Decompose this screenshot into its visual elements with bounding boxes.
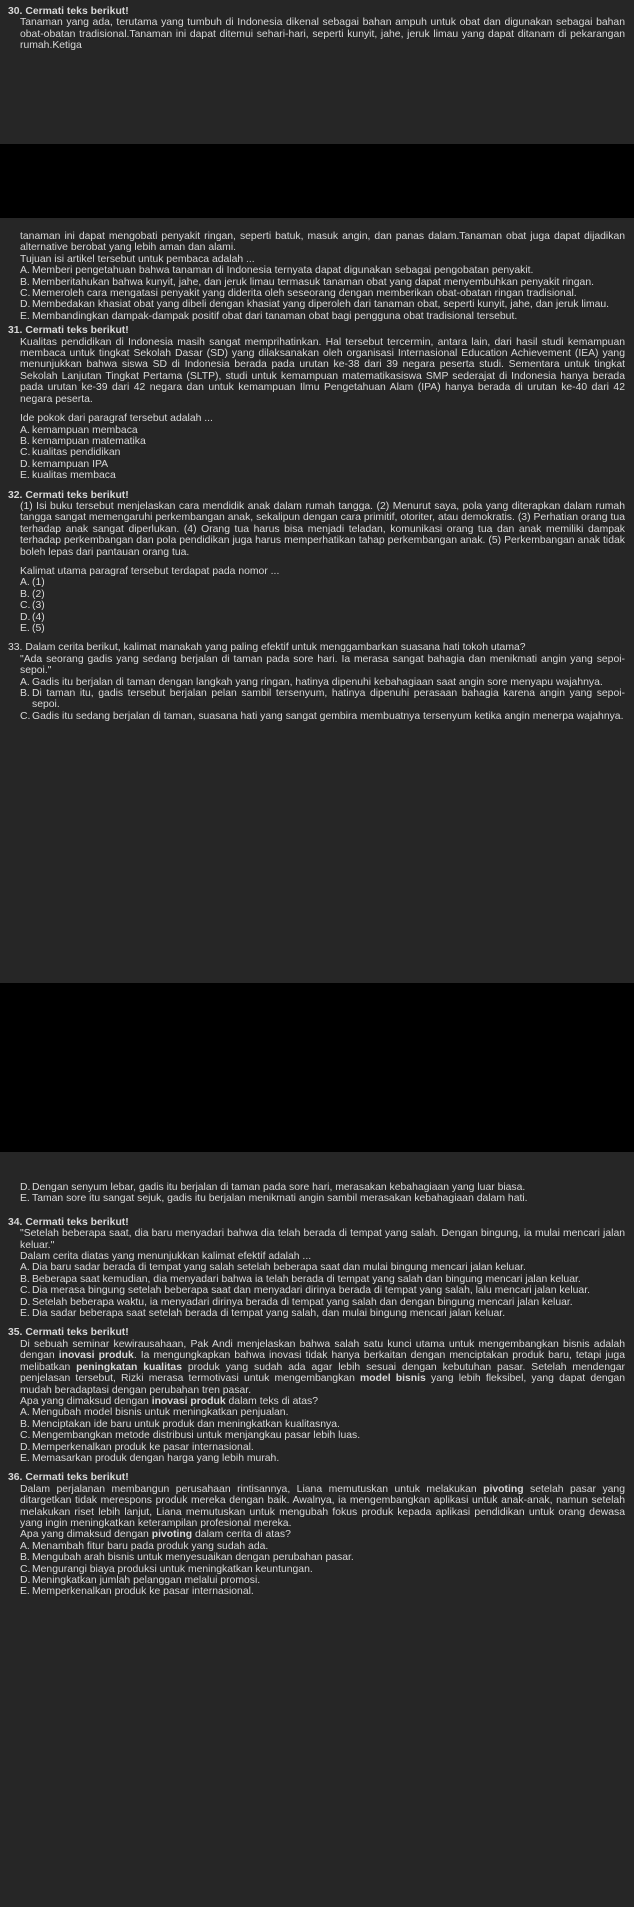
answer-option-text: Dia merasa bingung setelah beberapa saat dan menyadari dirinya berada di tempat yang salah, lalu mencari jalan keluar. [32,1285,590,1297]
question-35 [8,1327,625,1464]
answer-option[interactable] [20,623,625,634]
answer-option-text: (5) [32,623,45,634]
question-35-header: 35. Cermati teks berikut! [8,1327,129,1339]
answer-option-text: Memberi pengetahuan bahwa tanaman di Indonesia ternyata dapat digunakan sebagai pengobatan penyakit. [32,265,534,277]
question-32-header: 32. Cermati teks berikut! [8,489,129,501]
answer-option[interactable] [20,277,625,288]
answer-option-text: Membedakan khasiat obat yang dibeli dengan khasiat yang diperoleh dari tanaman obat, seperti kunyit, jahe, dan jeruk limau. [32,299,610,311]
question-31-options [20,425,625,482]
answer-option[interactable] [20,459,625,470]
answer-option-text: Memperkenalkan produk ke pasar internasional. [32,1441,254,1453]
answer-option-label: B. [20,588,30,600]
answer-option[interactable] [20,470,625,481]
answer-option[interactable] [20,1285,625,1296]
answer-option[interactable] [20,612,625,623]
page-gap [0,983,634,1152]
answer-option-label: C. [20,1430,31,1442]
answer-option-text: Mengubah model bisnis untuk meningkatkan penjualan. [32,1407,289,1419]
answer-option-label: A. [20,1540,30,1552]
answer-option-label: D. [20,1296,31,1308]
page-section-2 [0,218,634,983]
question-number: 31. [8,325,23,337]
answer-option-label: E. [20,623,30,634]
question-33-options [20,677,625,723]
answer-option-label: C. [20,288,31,300]
answer-option-label: E. [20,1452,30,1464]
question-number: 35. [8,1327,23,1339]
answer-option-label: A. [20,577,30,589]
answer-option-text: kualitas pendidikan [32,447,121,459]
answer-option-label: D. [20,1441,31,1453]
answer-option[interactable] [20,1442,625,1453]
question-number: 33. [8,642,23,654]
answer-option-label: C. [20,1563,31,1575]
page-gap [0,144,634,218]
answer-option[interactable] [20,1193,625,1204]
answer-option-text: kemampuan IPA [32,458,109,470]
answer-option[interactable] [20,1182,625,1193]
question-number: 34. [8,1216,23,1228]
question-36-passage: Dalam perjalanan membangun perusahaan rintisannya, Liana memutuskan untuk melakukan pivoting setelah pasar yang ditargetkan tidak merespons produk mereka dengan baik. Awalnya, ia mengembangkan aplikasi untuk anak-anak, namun setelah melakukan riset lebih lanjut, Liana memutuskan untuk mengubah fokus produk kepada aplikasi pendidikan untuk orang dewasa yang ingin meningkatkan keterampilan profesional mereka. [20,1483,625,1529]
answer-option-text: (3) [32,600,45,612]
question-number: 30. [8,6,23,17]
answer-option-text: Di taman itu, gadis tersebut berjalan pelan sambil tersenyum, hatinya dipenuhi perasaan bahagia karena angin yang sepoi-sepoi. [32,688,625,711]
answer-option[interactable] [20,1541,625,1552]
answer-option-label: C. [20,447,31,459]
question-30 [8,6,625,52]
answer-option-text: Dia baru sadar berada di tempat yang salah setelah beberapa saat dan mulai bingung mencari jalan keluar. [32,1262,526,1274]
answer-option-text: Gadis itu berjalan di taman dengan langkah yang ringan, hatinya dipenuhi kebahagiaan saat angin sore menyapu wajahnya. [32,676,603,688]
answer-option-text: (1) [32,577,45,589]
answer-option-text: kemampuan membaca [32,424,138,436]
answer-option[interactable] [20,589,625,600]
answer-option-text: Memasarkan produk dengan harga yang lebih murah. [32,1452,280,1464]
answer-option-label: E. [20,1586,30,1598]
question-number: 36. [8,1472,23,1484]
question-30-continued [20,231,625,322]
answer-option-text: Menambah fitur baru pada produk yang sudah ada. [32,1540,269,1552]
question-31 [8,325,625,481]
answer-option[interactable] [20,1430,625,1441]
answer-option[interactable] [20,1407,625,1418]
answer-option-label: B. [20,1418,30,1430]
answer-option[interactable] [20,1262,625,1273]
answer-option-label: E. [20,1193,30,1205]
answer-option-text: Membandingkan dampak-dampak positif obat dari tanaman obat bagi pengguna obat tradisional tersebut. [32,310,518,322]
question-31-passage: Kualitas pendidikan di Indonesia masih sangat memprihatinkan. Hal tersebut tercermin, antara lain, dari hasil studi kemampuan membaca untuk tingkat Sekolah Dasar (SD) yang dilaksanakan oleh organisasi Internasional Education Achievement (IEA) yang menunjukkan bahwa siswa SD di Indonesia berada pada urutan ke-38 dari 39 negara peserta studi. Sementara untuk tingkat Sekolah Lanjutan Tingkat Pertama (SLTP), studi untuk kemampuan matematikasiswa SMP sederajat di Indonesia hanya berada pada urutan ke-39 dari 42 negara dan untuk kemampuan Ilmu Pengetahuan Alam (IPA) hanya berada di urutan ke-40 dari 42 negara peserta. [20,336,625,405]
answer-option-text: Taman sore itu sangat sejuk, gadis itu berjalan menikmati angin sambil merasakan kebahagiaan dalam hati. [32,1193,528,1205]
answer-option-label: D. [20,611,31,623]
answer-option-text: (4) [32,611,45,623]
answer-option[interactable] [20,1297,625,1308]
answer-option-label: B. [20,435,30,447]
answer-option[interactable] [20,265,625,276]
answer-option-label: D. [20,1575,31,1586]
page-section-1 [0,0,634,144]
answer-option-text: Meningkatkan jumlah pelanggan melalui promosi. [32,1575,261,1586]
answer-option-label: A. [20,1262,30,1274]
answer-option-label: A. [20,1407,30,1419]
question-34-header: 34. Cermati teks berikut! [8,1216,129,1228]
question-30-passage: Tanaman yang ada, terutama yang tumbuh di Indonesia dikenal sebagai bahan ampuh untuk obat dan digunakan sebagai bahan obat-obatan tradisional.Tanaman ini dapat ditemui sehari-hari, seperti kunyit, jahe, jeruk limau yang dapat ditanam di pekarangan rumah.Ketiga [20,17,625,52]
answer-option[interactable] [20,1564,625,1575]
page-section-3 [0,1152,634,1907]
answer-option[interactable] [20,1453,625,1464]
question-30-options [20,265,625,322]
question-34-prompt: Dalam cerita diatas yang menunjukkan kalimat efektif adalah ... [20,1251,312,1263]
answer-option-text: Beberapa saat kemudian, dia menyadari bahwa ia telah berada di tempat yang salah dan bingung mencari jalan keluar. [32,1273,581,1285]
answer-option-text: Memberitahukan bahwa kunyit, jahe, dan jeruk limau termasuk tanaman obat yang dapat menyembuhkan penyakit ringan. [32,276,595,288]
answer-option-label: E. [20,310,30,322]
question-number: 32. [8,489,23,501]
answer-option-text: Memeroleh cara mengatasi penyakit yang diderita oleh seseorang dengan memberikan obat-obatan ringan tradisional. [32,288,577,300]
answer-option[interactable] [20,677,625,688]
answer-option-label: E. [20,1308,30,1320]
answer-option-text: Menciptakan ide baru untuk produk dan meningkatkan kualitasnya. [32,1418,340,1430]
question-30-passage-cont: tanaman ini dapat mengobati penyakit ringan, seperti batuk, masuk angin, dan panas dalam.Tanaman obat juga dapat dijadikan alternative berobat yang lebih aman dan alami. [20,231,625,254]
answer-option-text: Setelah beberapa waktu, ia menyadari dirinya berada di tempat yang salah dan dengan bingung mencari jalan keluar. [32,1296,573,1308]
answer-option-text: (2) [32,588,45,600]
answer-option[interactable] [20,1552,625,1563]
answer-option[interactable] [20,288,625,299]
answer-option-text: Memperkenalkan produk ke pasar internasional. [32,1586,254,1598]
answer-option[interactable] [20,436,625,447]
answer-option[interactable] [20,1586,625,1597]
answer-option[interactable] [20,447,625,458]
answer-option-label: D. [20,458,31,470]
question-36-header: 36. Cermati teks berikut! [8,1472,129,1484]
answer-option-label: B. [20,1273,30,1285]
answer-option-label: B. [20,688,30,700]
answer-option-text: Dengan senyum lebar, gadis itu berjalan di taman pada sore hari, merasakan kebahagiaan yang luar biasa. [32,1182,526,1193]
question-30-prompt: Tujuan isi artikel tersebut untuk pembaca adalah ... [20,253,255,265]
answer-option[interactable] [20,1419,625,1430]
question-34-quote: "Setelah beberapa saat, dia baru menyadari bahwa dia telah berada di tempat yang salah. Dengan bingung, ia mulai mencari jalan keluar." [20,1228,625,1251]
question-34 [8,1217,625,1320]
answer-option-text: Mengurangi biaya produksi untuk meningkatkan keuntungan. [32,1563,313,1575]
answer-option-label: A. [20,265,30,277]
answer-option[interactable] [20,577,625,588]
answer-option[interactable] [20,299,625,310]
answer-option[interactable] [20,1575,625,1586]
question-35-options [20,1407,625,1464]
question-31-header: 31. Cermati teks berikut! [8,325,129,337]
question-33 [8,642,625,722]
answer-option[interactable] [20,1308,625,1319]
answer-option-label: D. [20,299,31,311]
answer-option-label: D. [20,1182,31,1193]
question-35-prompt: Apa yang dimaksud dengan inovasi produk dalam teks di atas? [20,1395,319,1407]
answer-option-label: B. [20,276,30,288]
answer-option-label: C. [20,1285,31,1297]
question-36-prompt: Apa yang dimaksud dengan pivoting dalam cerita di atas? [20,1529,291,1541]
question-33-prompt: 33. Dalam cerita berikut, kalimat manakah yang paling efektif untuk menggambarkan suasana hati tokoh utama? [8,642,526,654]
question-32-prompt: Kalimat utama paragraf tersebut terdapat pada nomor ... [20,565,280,577]
answer-option-text: kemampuan matematika [32,435,146,447]
answer-option-text: Dia sadar beberapa saat setelah berada di tempat yang salah, dan mulai bingung mencari jalan keluar. [32,1308,506,1320]
answer-option-label: E. [20,470,30,482]
answer-option-text: Gadis itu sedang berjalan di taman, suasana hati yang sangat gembira membuatnya tersenyum ketika angin menerpa wajahnya. [32,710,624,722]
answer-option[interactable] [20,311,625,322]
question-35-passage: Di sebuah seminar kewirausahaan, Pak Andi menjelaskan bahwa salah satu kunci utama untuk mengembangkan bisnis adalah dengan inovasi produk. Ia mengungkapkan bahwa inovasi tidak hanya berkaitan dengan menciptakan produk baru, tetapi juga melibatkan peningkatan kualitas produk yang sudah ada agar lebih sesuai dengan kebutuhan pasar. Setelah mendengar penjelasan tersebut, Rizki merasa termotivasi untuk mengembangkan model bisnis yang lebih fleksibel, yang dapat dengan mudah beradaptasi dengan perubahan tren pasar. [20,1338,626,1396]
answer-option-label: C. [20,710,31,722]
answer-option[interactable] [20,600,625,611]
answer-option-label: A. [20,424,30,436]
answer-option-text: kualitas membaca [32,470,116,482]
question-33-quote: "Ada seorang gadis yang sedang berjalan di taman pada sore hari. Ia merasa sangat bahagia dan menikmati angin yang sepoi-sepoi." [20,653,625,677]
question-32-passage: (1) Isi buku tersebut menjelaskan cara mendidik anak dalam rumah tangga. (2) Menurut saya, pola yang diterapkan dalam rumah tangga sangat memengaruhi perkembangan anak, sekalipun dengan cara primitif, otoriter, atau demokratis. (3) Perhatian orang tua terhadap anak sangat diperlukan. (4) Orang tua harus bisa menjadi teladan, komunikasi orang tua dan anak memiliki dampak terhadap perkembangan dan pola pendidikan juga harus memperhatikan tahap perkembangan anak. (5) Perkembangan anak tidak boleh lepas dari pantauan orang tua. [20,500,625,558]
question-36 [8,1472,625,1597]
answer-option-text: Mengembangkan metode distribusi untuk menjangkau pasar lebih luas. [32,1430,361,1442]
answer-option-label: C. [20,600,31,612]
question-31-prompt: Ide pokok dari paragraf tersebut adalah ... [20,413,213,425]
question-33-options-cont [20,1182,625,1205]
question-34-options [20,1262,625,1319]
question-32 [8,490,625,635]
answer-option[interactable] [20,711,625,722]
answer-option[interactable] [20,688,625,711]
answer-option[interactable] [20,1274,625,1285]
answer-option-label: B. [20,1552,30,1564]
question-30-header: 30. Cermati teks berikut! [8,6,129,17]
answer-option-text: Mengubah arah bisnis untuk menyesuaikan dengan perubahan pasar. [32,1552,354,1564]
question-36-options [20,1541,625,1598]
answer-option[interactable] [20,425,625,436]
question-32-options [20,577,625,634]
answer-option-label: A. [20,676,30,688]
